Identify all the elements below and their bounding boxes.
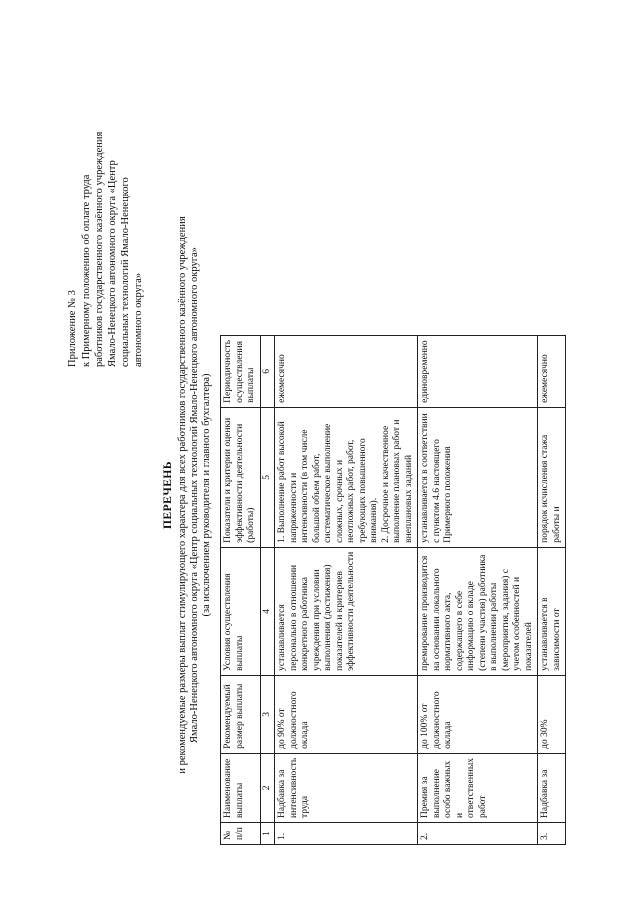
column-number: 6 — [260, 335, 275, 407]
row-number: 3. — [538, 823, 566, 845]
payment-conditions: премирование производится на основании локального нормативного акта, содержащего в себе информацию о вкладе (степени участия) работника в выполнении работы (мероприятия, задания) с учетом особенностей и показателей — [418, 547, 538, 675]
payment-size: до 100% от должностного оклада — [418, 675, 538, 753]
payment-criteria: порядок исчисления стажа работы и — [538, 407, 566, 547]
title-line-2: Ямало-Ненецкого автономного округа «Центр социальных технологий Ямало-Ненецкого автономного округа» — [189, 247, 200, 743]
payment-criteria: 1. Выполнение работ высокой напряженности и интенсивности (в том числе большой объем работ, систематическое выполнение сложных, срочных и неотложных работ, работ, требующих повышенного внимания). 2. Досрочное и качественное выполнение плановых работ и внеплановых заданий — [275, 407, 418, 547]
column-number: 1 — [260, 823, 275, 845]
table-header-row — [221, 335, 261, 844]
appendix-heading: Приложение № 3 — [67, 290, 78, 367]
payment-name: Надбавка за — [538, 753, 566, 822]
payment-name: Надбавка за интенсивность труда — [275, 753, 418, 822]
column-number: 3 — [260, 675, 275, 753]
column-number: 2 — [260, 753, 275, 822]
payment-size: до 90% от должностного оклада — [275, 675, 418, 753]
appendix-line: социальных технологий Ямало-Ненецкого — [120, 177, 131, 367]
header-cell-criteria: Показатели и критерии оценки эффективности деятельности (работы) — [221, 407, 261, 547]
appendix-line: Ямало-Ненецкого автономного округа «Центр — [107, 160, 118, 367]
payments-table — [220, 335, 566, 845]
table-row — [538, 335, 566, 844]
payment-conditions: устанавливается персонально в отношении конкретного работника учреждения при условии выполнения (достижения) показателей и критериев эффективности деятельности — [275, 547, 418, 675]
payment-size: до 30% — [538, 675, 566, 753]
payment-criteria: устанавливается в соответствии с пунктом 4.6 настоящего Примерного положения — [418, 407, 538, 547]
header-cell-size: Рекомендуемый размер выплаты — [221, 675, 261, 753]
payment-period: единовременно — [418, 335, 538, 407]
appendix-line: к Примерному положению об оплате труда — [81, 174, 92, 367]
column-number-row — [260, 335, 275, 844]
column-number: 5 — [260, 407, 275, 547]
payment-period: ежемесячно — [538, 335, 566, 407]
table-row — [275, 335, 418, 844]
header-cell-period: Периодичность осуществления выплаты — [221, 335, 261, 407]
appendix-line: автономного округа» — [133, 272, 144, 367]
appendix-line: работников государственного казённого учреждения — [94, 131, 105, 367]
row-number: 2. — [418, 823, 538, 845]
table-row — [418, 335, 538, 844]
appendix-block — [66, 117, 145, 367]
row-number: 1. — [275, 823, 418, 845]
title-line-1: и рекомендуемые размеры выплат стимулирующего характера для всех работников государственного казённого учреждения — [177, 216, 188, 774]
payment-name: Премия за выполнение особо важных и ответственных работ — [418, 753, 538, 822]
payment-period: ежемесячно — [275, 335, 418, 407]
payment-conditions: устанавливается в зависимости от — [538, 547, 566, 675]
title-line-3: (за исключением руководителя и главного бухгалтера) — [201, 373, 212, 617]
document-title: ПЕРЕЧЕНЬ — [162, 461, 174, 529]
column-number: 4 — [260, 547, 275, 675]
header-cell-name: Наименование выплаты — [221, 753, 261, 822]
header-cell-conditions: Условия осуществления выплаты — [221, 547, 261, 675]
header-cell-number: № п/п — [221, 823, 261, 845]
